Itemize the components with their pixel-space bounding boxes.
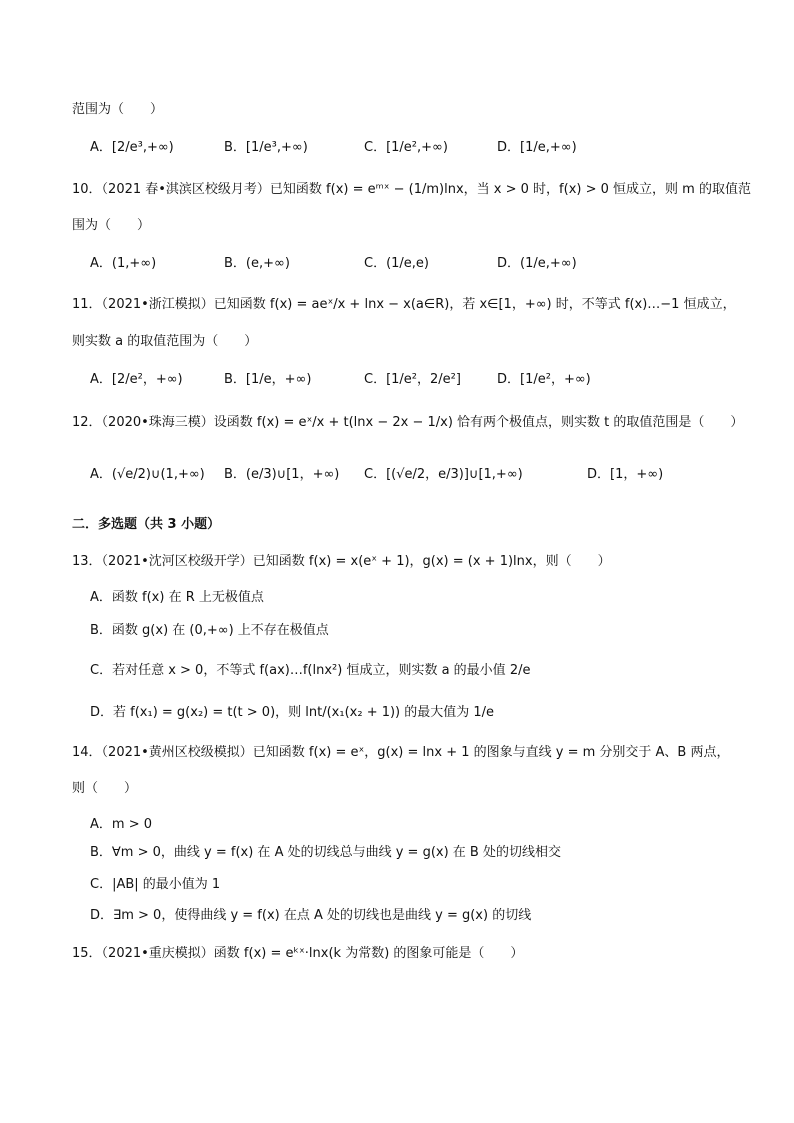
q10-stem-line1: 10．（2021 春•淇滨区校级月考）已知函数 f(x) = eᵐˣ − (1/m)lnx，当 x > 0 时，f(x) > 0 恒成立，则 m 的取值范 <box>72 182 751 197</box>
q9-tail: 范围为（ ） <box>72 102 164 117</box>
q14-stem-line2: 则（ ） <box>72 781 138 796</box>
q14-stem-line1: 14．（2021•黄州区校级模拟）已知函数 f(x) = eˣ，g(x) = lnx + 1 的图象与直线 y = m 分别交于 A、B 两点， <box>72 745 730 760</box>
q9-option-a[interactable]: A．[2/e³,+∞) <box>90 140 174 155</box>
q11-option-a[interactable]: A．[2/e²，+∞) <box>90 372 183 387</box>
q11-stem-line2: 则实数 a 的取值范围为（ ） <box>72 334 258 349</box>
q9-option-b[interactable]: B．[1/e³,+∞) <box>224 140 308 155</box>
q9-option-c[interactable]: C．[1/e²,+∞) <box>364 140 448 155</box>
q12-option-b[interactable]: B．(e/3)∪[1，+∞) <box>224 467 340 482</box>
q10-options <box>90 253 730 275</box>
q10-option-a[interactable]: A．(1,+∞) <box>90 256 157 271</box>
q12-option-d[interactable]: D．[1，+∞) <box>587 467 664 482</box>
q11-option-d[interactable]: D．[1/e²，+∞) <box>497 372 591 387</box>
q13-stem-line1: 13．（2021•沈河区校级开学）已知函数 f(x) = x(eˣ + 1)，g(x) = (x + 1)lnx，则（ ） <box>72 554 611 569</box>
q14-option-c[interactable]: C．|AB| 的最小值为 1 <box>90 877 221 892</box>
section-multi-choice-title: 二．多选题（共 3 小题） <box>72 517 221 532</box>
q15-stem-line1: 15．（2021•重庆模拟）函数 f(x) = eᵏˣ·lnx(k 为常数) 的图象可能是（ ） <box>72 946 524 961</box>
q9-option-d[interactable]: D．[1/e,+∞) <box>497 140 577 155</box>
q11-options <box>90 369 730 391</box>
q11-option-b[interactable]: B．[1/e，+∞) <box>224 372 312 387</box>
q14-option-b[interactable]: B．∀m > 0，曲线 y = f(x) 在 A 处的切线总与曲线 y = g(x) 在 B 处的切线相交 <box>90 845 561 860</box>
q13-option-c[interactable]: C．若对任意 x > 0，不等式 f(ax)…f(lnx²) 恒成立，则实数 a 的最小值 2/e <box>90 663 531 678</box>
q10-option-d[interactable]: D．(1/e,+∞) <box>497 256 577 271</box>
q14-option-a[interactable]: A．m > 0 <box>90 817 152 832</box>
q13-option-a[interactable]: A．函数 f(x) 在 R 上无极值点 <box>90 590 264 605</box>
q12-option-a[interactable]: A．(√e/2)∪(1,+∞) <box>90 467 205 482</box>
q12-stem-line1: 12．（2020•珠海三模）设函数 f(x) = eˣ/x + t(lnx − 2x − 1/x) 恰有两个极值点，则实数 t 的取值范围是（ ） <box>72 415 744 430</box>
q12-option-c[interactable]: C．[(√e/2，e/3)]∪[1,+∞) <box>364 467 523 482</box>
q13-option-b[interactable]: B．函数 g(x) 在 (0,+∞) 上不存在极值点 <box>90 623 329 638</box>
q13-option-d[interactable]: D．若 f(x₁) = g(x₂) = t(t > 0)，则 lnt/(x₁(x₂ + 1)) 的最大值为 1/e <box>90 705 495 720</box>
q9-options <box>90 137 730 159</box>
q12-options <box>90 464 730 486</box>
q11-stem-line1: 11．（2021•浙江模拟）已知函数 f(x) = aeˣ/x + lnx − x(a∈R)，若 x∈[1，+∞) 时，不等式 f(x)…−1 恒成立， <box>72 297 736 312</box>
q10-option-c[interactable]: C．(1/e,e) <box>364 256 430 271</box>
q10-stem-line2: 围为（ ） <box>72 218 151 233</box>
q10-option-b[interactable]: B．(e,+∞) <box>224 256 290 271</box>
q14-option-d[interactable]: D．∃m > 0，使得曲线 y = f(x) 在点 A 处的切线也是曲线 y = g(x) 的切线 <box>90 908 532 923</box>
q11-option-c[interactable]: C．[1/e²，2/e²] <box>364 372 461 387</box>
